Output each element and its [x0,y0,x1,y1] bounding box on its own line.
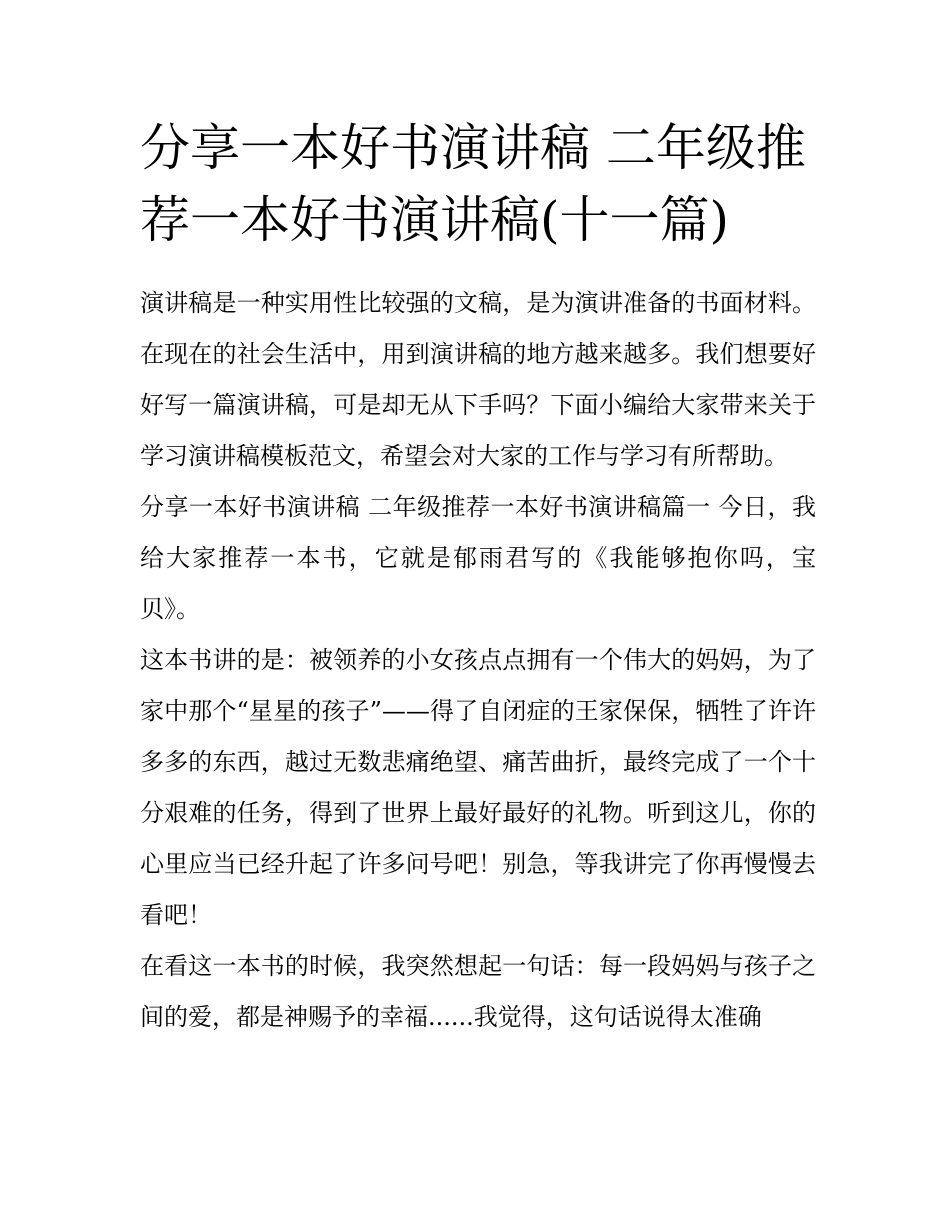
paragraph-book-summary: 这本书讲的是：被领养的小女孩点点拥有一个伟大的妈妈，为了家中那个“星星的孩子”——得了自闭症的王家保保，牺牲了许许多多的东西，越过无数悲痛绝望、痛苦曲折，最终完成了一个十分艰难的任务，得到了世界上最好最好的礼物。听到这儿，你的心里应当已经升起了许多问号吧！别急，等我讲完了你再慢慢去看吧！ [140,646,816,929]
paragraph-book-recommendation: 分享一本好书演讲稿 二年级推荐一本好书演讲稿篇一 今日，我给大家推荐一本书，它就是郁雨君写的《我能够抱你吗，宝贝》。 [140,493,816,623]
document-title: 分享一本好书演讲稿 二年级推荐一本好书演讲稿(十一篇) [140,119,806,249]
paragraph-intro: 演讲稿是一种实用性比较强的文稿，是为演讲准备的书面材料。在现在的社会生活中，用到演讲稿的地方越来越多。我们想要好好写一篇演讲稿，可是却无从下手吗？下面小编给大家带来关于学习演讲稿模板范文，希望会对大家的工作与学习有所帮助。 [140,289,816,470]
paragraph-reflection: 在看这一本书的时候，我突然想起一句话：每一段妈妈与孩子之间的爱，都是神赐予的幸福......我觉得，这句话说得太准确 [140,952,816,1031]
document-body [140,278,816,1043]
